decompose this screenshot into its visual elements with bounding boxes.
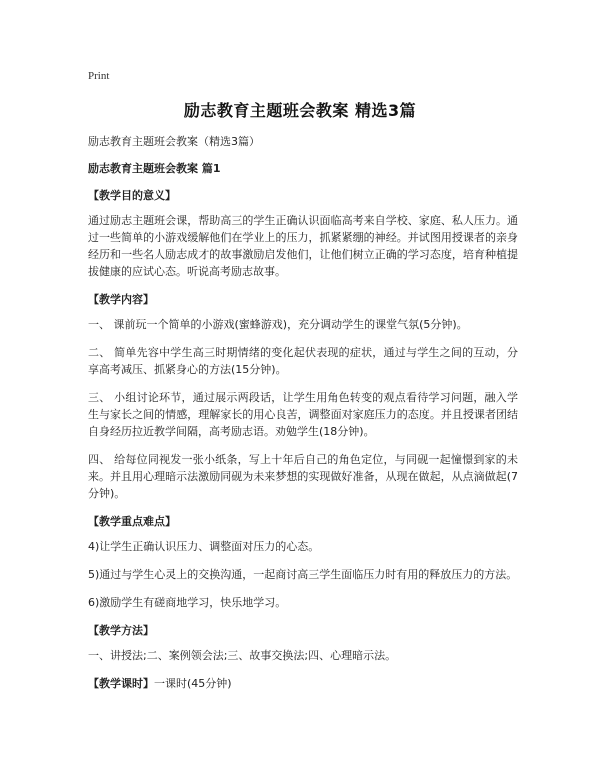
- paragraph: 一、 课前玩一个简单的小游戏(蜜蜂游戏)，充分调动学生的课堂气氛(5分钟)。: [88, 318, 468, 331]
- paragraph: 三、 小组讨论环节，通过展示两段话，让学生用角色转变的观点看待学习问题，融入学生与家长之间的情感，理解家长的用心良苦，调整面对家庭压力的态度。并且授课者团结自身经历拉近教学间隔，高考励志语。劝勉学生(18分钟)。: [88, 391, 518, 438]
- paragraph: 四、 给每位同视发一张小纸条，写上十年后自己的角色定位，与同砚一起憧憬到家的未来。并且用心理暗示法激励同砚为未来梦想的实现做好准备，从现在做起，从点滴做起(7分钟)。: [88, 453, 518, 500]
- section-heading-methods: 【教学方法】: [88, 624, 154, 637]
- page-title: 励志教育主题班会教案 精选3篇: [183, 101, 417, 120]
- duration-value: 一课时(45分钟): [154, 677, 232, 690]
- section-heading-key-points: 【教学重点难点】: [88, 515, 176, 528]
- print-link[interactable]: Print: [88, 70, 110, 82]
- section-heading-content: 【教学内容】: [88, 293, 154, 306]
- paragraph: 6)激励学生有磋商地学习，快乐地学习。: [88, 596, 287, 609]
- paragraph: 二、 简单先容中学生高三时期情绪的变化起伏表现的症状，通过与学生之间的互动，分享高考减压、抓紧身心的方法(15分钟)。: [88, 346, 518, 376]
- section-heading-duration: 【教学课时】: [88, 677, 154, 690]
- paragraph: 4)让学生正确认识压力、调整面对压力的心态。: [88, 540, 320, 553]
- duration-line: [88, 675, 518, 692]
- section-heading-purpose: 【教学目的意义】: [88, 189, 176, 202]
- paragraph: 通过励志主题班会课，帮助高三的学生正确认识面临高考来自学校、家庭、私人压力。通过一些简单的小游戏缓解他们在学业上的压力，抓紧紧绷的神经。并试图用授课者的亲身经历和一些名人励志成才的故事激励启发他们，让他们树立正确的学习态度，培育种植提拔健康的应试心态。听说高考励志故事。: [88, 214, 518, 278]
- paragraph: 一、讲授法;二、案例领会法;三、故事交换法;四、心理暗示法。: [88, 649, 397, 662]
- lesson-heading: 励志教育主题班会教案 篇1: [88, 162, 221, 175]
- document-subtitle: 励志教育主题班会教案（精选3篇）: [88, 135, 260, 148]
- paragraph: 5)通过与学生心灵上的交换沟通，一起商讨高三学生面临压力时有用的释放压力的方法。: [88, 568, 518, 581]
- document-body: [88, 133, 518, 692]
